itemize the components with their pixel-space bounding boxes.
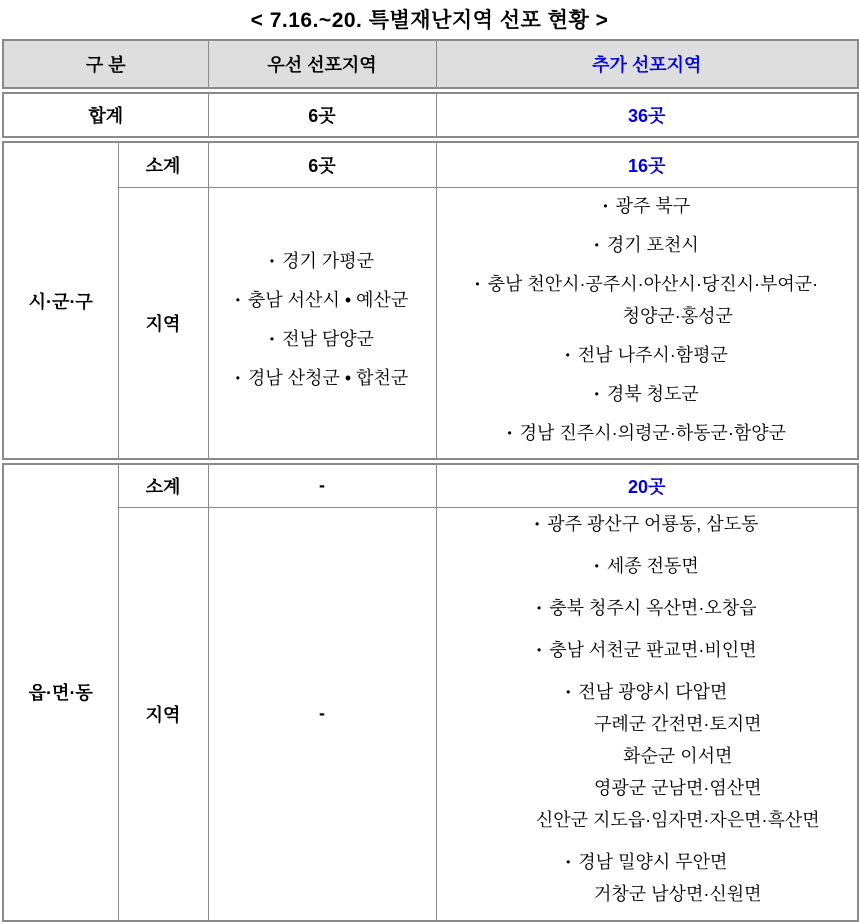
region-text: 경북 청도군 xyxy=(606,383,699,404)
bullet-icon: • xyxy=(594,558,599,573)
region-line xyxy=(437,846,858,878)
region-text: 충남 서천군 판교면·비인면 xyxy=(549,639,757,660)
region-text: 충북 청주시 옥산면·오창읍 xyxy=(549,597,757,618)
region-list-item xyxy=(437,634,858,666)
sigungu-subtotal-label-cell: 소계 xyxy=(118,142,208,187)
region-text: 충남 천안시·공주시·아산시·당진시·부여군· xyxy=(487,273,819,294)
bullet-icon: • xyxy=(507,425,512,440)
region-list-item xyxy=(437,378,858,410)
region-text: 전남 광양시 다압면 xyxy=(578,681,728,702)
sigungu-group-label-cell: 시·군·구 xyxy=(3,142,118,459)
region-line xyxy=(437,417,858,449)
region-text: 화순군 이서면 xyxy=(623,745,733,766)
region-continuation-line xyxy=(437,804,858,836)
region-text: 전남 나주시·함평군 xyxy=(577,344,728,365)
bullet-icon: • xyxy=(235,292,240,307)
region-line xyxy=(437,550,858,582)
region-list-item xyxy=(437,417,858,449)
total-row-band xyxy=(2,92,859,138)
region-line xyxy=(209,245,436,277)
region-text: 광주 북구 xyxy=(615,195,691,216)
sigungu-subtotal-priority-cell: 6곳 xyxy=(208,142,436,187)
region-list-item xyxy=(209,362,436,394)
region-line xyxy=(437,229,858,261)
bullet-icon: • xyxy=(566,854,571,869)
region-text: 경남 산청군 • 합천군 xyxy=(247,367,409,388)
eupmyeondong-subtotal-label-cell: 소계 xyxy=(118,464,208,507)
region-list-item xyxy=(437,846,858,910)
sigungu-priority-region-list xyxy=(208,187,436,459)
region-text: 청양군·홍성군 xyxy=(622,305,733,326)
region-text: 영광군 군남면·염산면 xyxy=(594,777,762,798)
region-line xyxy=(437,268,858,300)
disaster-area-table xyxy=(2,39,857,922)
sigungu-subtotal-additional-cell: 16곳 xyxy=(436,142,858,187)
region-line xyxy=(209,284,436,316)
region-text: 구례군 간전면·토지면 xyxy=(594,713,762,734)
bullet-icon: • xyxy=(603,198,608,213)
region-list-item xyxy=(209,323,436,355)
region-list-item xyxy=(437,190,858,222)
region-text: 신안군 지도읍·임자면·자은면·흑산면 xyxy=(535,809,820,830)
eupmyeondong-region-label-cell: 지역 xyxy=(118,507,208,921)
region-line xyxy=(437,339,858,371)
region-text: 경기 포천시 xyxy=(606,234,699,255)
region-continuation-line xyxy=(437,878,858,910)
region-list-item xyxy=(437,508,858,540)
total-priority-count-cell: 6곳 xyxy=(208,93,436,137)
region-continuation-line xyxy=(437,740,858,772)
region-line xyxy=(437,190,858,222)
eupmyeondong-subtotal-additional-cell: 20곳 xyxy=(436,464,858,507)
region-continuation-line xyxy=(437,300,858,332)
region-list-item xyxy=(437,229,858,261)
bullet-icon: • xyxy=(594,237,599,252)
eupmyeondong-subtotal-priority-cell: - xyxy=(208,464,436,507)
bullet-icon: • xyxy=(537,642,542,657)
region-list-item xyxy=(209,245,436,277)
bullet-icon: • xyxy=(566,684,571,699)
page-title: < 7.16.~20. 특별재난지역 선포 현황 > xyxy=(250,9,609,32)
region-text: 경남 진주시·의령군·하동군·함양군 xyxy=(519,422,787,443)
region-list-item xyxy=(437,676,858,836)
region-text: 거창군 남상면·신원면 xyxy=(594,883,762,904)
sigungu-additional-region-list xyxy=(436,187,858,459)
sigungu-region-label-cell: 지역 xyxy=(118,187,208,459)
region-line xyxy=(209,323,436,355)
region-line xyxy=(437,508,858,540)
region-text: 광주 광산구 어룡동, 삼도동 xyxy=(547,513,759,534)
region-line xyxy=(209,362,436,394)
region-list-item xyxy=(437,550,858,582)
region-list-item xyxy=(437,339,858,371)
total-label-cell: 합계 xyxy=(3,93,208,137)
eupmyeondong-section-band xyxy=(2,463,859,922)
sigungu-section-band xyxy=(2,141,859,460)
region-text: 세종 전동면 xyxy=(606,555,699,576)
region-text: 경기 가평군 xyxy=(282,250,375,271)
bullet-icon: • xyxy=(269,253,275,268)
bullet-icon: • xyxy=(535,516,540,531)
region-line xyxy=(437,676,858,708)
region-list-item xyxy=(437,268,858,332)
region-line xyxy=(437,634,858,666)
region-text: 충남 서산시 • 예산군 xyxy=(247,289,409,310)
region-line xyxy=(437,592,858,624)
bullet-icon: • xyxy=(565,347,570,362)
header-priority-cell: 우선 선포지역 xyxy=(208,40,436,88)
region-text: 경남 밀양시 무안면 xyxy=(578,851,728,872)
bullet-icon: • xyxy=(475,276,480,291)
region-continuation-line xyxy=(437,772,858,804)
region-list-item xyxy=(209,284,436,316)
region-line xyxy=(437,378,858,410)
total-additional-count-cell: 36곳 xyxy=(436,93,858,137)
eupmyeondong-group-label-cell: 읍·면·동 xyxy=(3,464,118,921)
table-header-band xyxy=(2,39,859,89)
bullet-icon: • xyxy=(235,370,240,385)
eupmyeondong-additional-region-list xyxy=(436,507,858,921)
bullet-icon: • xyxy=(269,331,275,346)
bullet-icon: • xyxy=(537,600,542,615)
bullet-icon: • xyxy=(594,386,599,401)
eupmyeondong-priority-placeholder-cell: - xyxy=(208,507,436,921)
region-text: 전남 담양군 xyxy=(282,328,375,349)
header-category-cell: 구 분 xyxy=(3,40,208,88)
region-list-item xyxy=(437,592,858,624)
header-additional-cell: 추가 선포지역 xyxy=(436,40,858,88)
region-continuation-line xyxy=(437,708,858,740)
